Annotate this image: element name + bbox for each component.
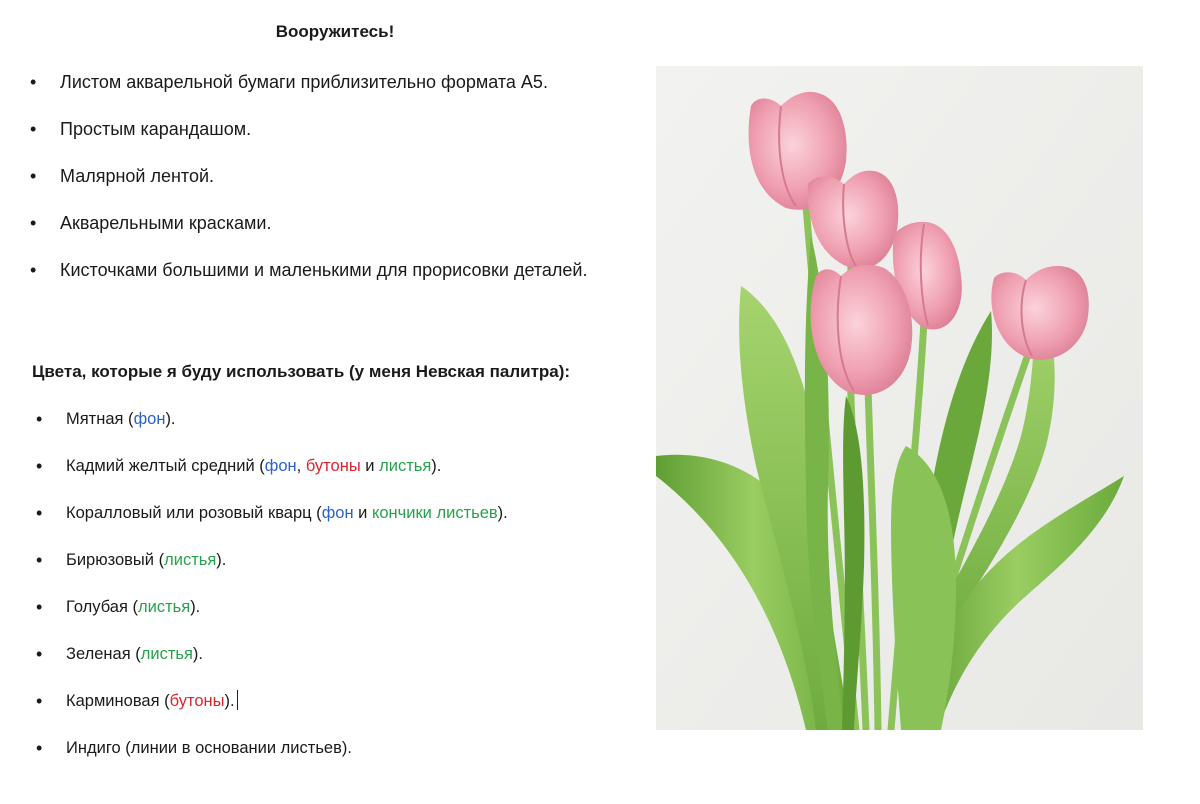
use-leaves: листья <box>379 457 432 475</box>
paren: ). <box>165 410 176 428</box>
list-item: • Малярной лентой. <box>28 162 638 190</box>
use-leaf-tips: кончики листьев <box>371 504 498 522</box>
list-item: • Листом акварельной бумаги приблизительно формата А5. <box>28 68 638 96</box>
use-buds: бутоны <box>169 692 225 710</box>
paren: ( <box>123 410 134 428</box>
paren: ). <box>224 692 235 710</box>
separator: , <box>296 457 306 475</box>
paren: ). <box>190 598 201 616</box>
color-name: Кадмий желтый средний <box>66 457 255 475</box>
use-leaves: листья <box>164 551 217 569</box>
paren: ( <box>154 551 165 569</box>
color-item <box>34 451 654 481</box>
color-name: Коралловый или розовый кварц <box>66 504 312 522</box>
separator: и <box>360 457 380 475</box>
use-leaves: листья <box>140 645 193 663</box>
use-details: линии в основании листьев <box>130 739 342 757</box>
paren: ). <box>431 457 442 475</box>
use-background: фон <box>133 410 166 428</box>
tulips-illustration <box>656 66 1143 730</box>
list-item: • Акварельными красками. <box>28 209 638 237</box>
color-name: Бирюзовый <box>66 551 154 569</box>
use-leaves: листья <box>138 598 191 616</box>
color-item <box>34 545 654 575</box>
separator: и <box>353 504 372 522</box>
color-item <box>34 498 654 528</box>
paren: ). <box>497 504 508 522</box>
paren: ). <box>192 645 203 663</box>
use-background: фон <box>264 457 297 475</box>
paren: ( <box>130 645 141 663</box>
paren: ( <box>120 739 131 757</box>
color-item <box>34 686 654 716</box>
color-name: Мятная <box>66 410 124 428</box>
color-name: Голубая <box>66 598 128 616</box>
paren: ). <box>216 551 227 569</box>
color-item <box>34 404 654 434</box>
page-title: Вооружитесь! <box>275 22 395 41</box>
paren: ( <box>159 692 170 710</box>
tulips-photo <box>656 66 1143 730</box>
color-item <box>34 592 654 622</box>
color-item <box>34 733 654 763</box>
color-item <box>34 639 654 669</box>
supplies-list <box>28 68 638 303</box>
color-name: Индиго <box>66 739 121 757</box>
paren: ( <box>254 457 265 475</box>
use-buds: бутоны <box>305 457 361 475</box>
color-name: Карминовая <box>66 692 160 710</box>
list-item: • Кисточками большими и маленькими для прорисовки деталей. <box>28 256 638 284</box>
color-name: Зеленая <box>66 645 131 663</box>
paren: ). <box>341 739 352 757</box>
text-cursor <box>237 690 238 710</box>
paren: ( <box>311 504 322 522</box>
list-item: • Простым карандашом. <box>28 115 638 143</box>
colors-list <box>34 404 654 780</box>
paren: ( <box>127 598 138 616</box>
colors-heading: Цвета, которые я буду использовать (у меня Невская палитра): <box>32 362 571 381</box>
use-background: фон <box>321 504 354 522</box>
